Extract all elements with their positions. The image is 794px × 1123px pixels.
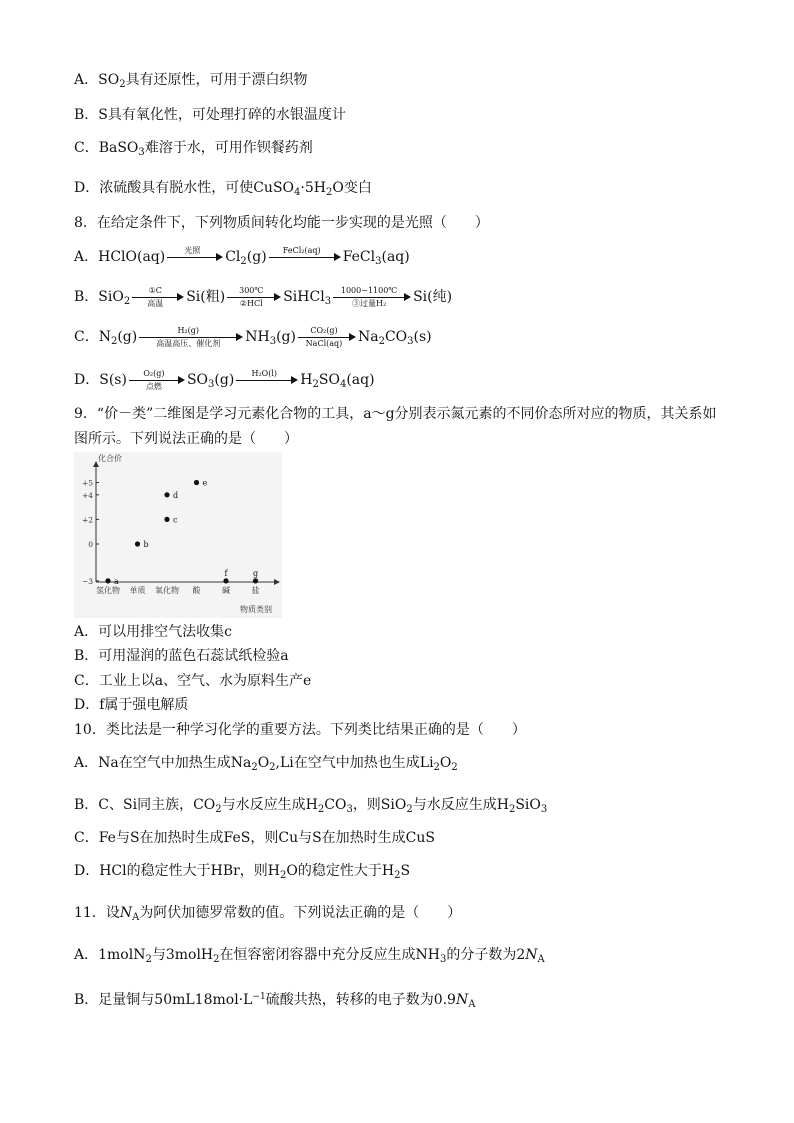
- reaction-arrow: H₂(g) 高温高压、催化剂: [139, 328, 243, 346]
- data-point-g: [253, 578, 258, 583]
- reaction-arrow: FeCl₂(aq): [269, 248, 341, 266]
- reaction-arrow: CO₂(g) NaCl(aq): [298, 328, 356, 346]
- q7-option-d: D．浓硫酸具有脱水性，可使$CuSO_4\cdot 5H_2O$变白: [74, 180, 372, 198]
- data-point-b: [135, 541, 140, 546]
- y-tick-label: +5: [81, 478, 93, 488]
- point-label-f: f: [224, 568, 228, 578]
- q7-option-b: B．S具有氧化性，可处理打碎的水银温度计: [74, 107, 346, 123]
- q7-option-c: C．BaSO$_3$难溶于水，可用作钡餐药剂: [74, 140, 313, 158]
- x-axis-title: 物质类别: [240, 605, 272, 614]
- q9-option-b: B．可用湿润的蓝色石蕊试纸检验a: [74, 648, 289, 664]
- q9-option-d: D．f属于强电解质: [74, 697, 189, 713]
- x-tick-label: 酸: [192, 586, 201, 595]
- q11-option-a: A．1molN$_2$与3molH$_2$在恒容密闭容器中充分反应生成$NH_3$的分子数为$2N_A$: [74, 947, 545, 965]
- point-label-e: e: [202, 478, 208, 488]
- data-point-d: [164, 492, 169, 497]
- q10-option-c: C．Fe与S在加热时生成FeS，则Cu与S在加热时生成CuS: [74, 830, 435, 846]
- q8-option-a: A．HClO(aq) 光照 $Cl_2(g)$ FeCl₂(aq) FeCl$_3$(aq): [74, 246, 410, 267]
- q10-option-a: A．Na在空气中加热生成$Na_2O_2,Li$在空气中加热也生成$Li_2O_2$: [74, 755, 458, 773]
- q9-stem-line1: 9．“价－类”二维图是学习元素化合物的工具，a～g分别表示氮元素的不同价态所对应的物质，其关系如: [74, 406, 717, 422]
- q9-option-c: C．工业上以a、空气、水为原料生产e: [74, 673, 312, 689]
- q8-option-c: C．$N_2(g)$ H₂(g) 高温高压、催化剂 $NH_3(g)$ CO₂(g) NaCl(aq) $Na_2CO_3(s)$: [74, 326, 432, 348]
- q11-stem: 11．设$N_A$为阿伏加德罗常数的值。下列说法正确的是（ ）: [74, 905, 462, 923]
- q9-option-a: A．可以用排空气法收集c: [74, 624, 232, 640]
- data-point-c: [164, 517, 169, 522]
- point-label-c: c: [173, 515, 178, 525]
- point-label-a: a: [114, 576, 119, 586]
- y-tick-label: 0: [88, 540, 93, 549]
- reaction-arrow: O₂(g) 点燃: [129, 371, 185, 389]
- q10-stem: 10．类比法是一种学习化学的重要方法。下列类比结果正确的是（ ）: [74, 722, 526, 738]
- reaction-arrow: 光照: [167, 248, 223, 266]
- reaction-arrow: 1000~1100℃ ③过量H₂: [333, 288, 411, 306]
- y-axis-title: 化合价: [98, 454, 122, 463]
- x-tick-label: 碱: [222, 586, 230, 595]
- q8-option-b: B．SiO$_2$ ①C 高温 Si(粗) 300℃ ②HCl SiHCl$_3$ 1000~1100℃ ③过量H₂ Si(纯): [74, 286, 453, 308]
- data-point-f: [223, 578, 228, 583]
- point-label-g: g: [252, 568, 259, 578]
- point-label-d: d: [173, 490, 179, 500]
- q11-option-b: B．足量铜与$50mL18mol\cdot L^{-1}$硫酸共热，转移的电子数为$0.9N_A$: [74, 992, 476, 1010]
- q9-stem-line2: 图所示。下列说法正确的是（ ）: [74, 431, 298, 447]
- q7-option-a: A．$SO_2$具有还原性，可用于漂白织物: [74, 72, 308, 90]
- x-tick-label: 氢化物: [96, 586, 120, 595]
- reaction-arrow: ①C 高温: [132, 288, 184, 306]
- q10-option-b: B．C、Si同主族，$CO_2$与水反应生成$H_2CO_3$，则SiO$_2$与水反应生成$H_2SiO_3$: [74, 797, 548, 815]
- y-tick-label: +4: [81, 490, 93, 500]
- data-point-a: [105, 578, 110, 583]
- reaction-arrow: H₂O(l): [236, 371, 298, 389]
- valence-class-chart: [74, 452, 282, 618]
- point-label-b: b: [143, 540, 149, 549]
- x-tick-label: 单质: [129, 586, 146, 595]
- q8-stem: 8．在给定条件下，下列物质间转化均能一步实现的是光照（ ）: [74, 215, 489, 231]
- y-tick-label: −3: [81, 576, 93, 586]
- data-point-e: [194, 480, 199, 485]
- q8-option-d: D．S(s) O₂(g) 点燃 $SO_3(g)$ H₂O(l) $H_2SO_4(aq)$: [74, 369, 375, 391]
- x-tick-label: 氧化物: [155, 586, 179, 595]
- y-tick-label: +2: [81, 515, 93, 525]
- reaction-arrow: 300℃ ②HCl: [227, 288, 281, 306]
- q10-option-d: D．HCl的稳定性大于HBr，则$H_2O$的稳定性大于$H_2S$: [74, 863, 411, 881]
- x-tick-label: 盐: [251, 586, 260, 595]
